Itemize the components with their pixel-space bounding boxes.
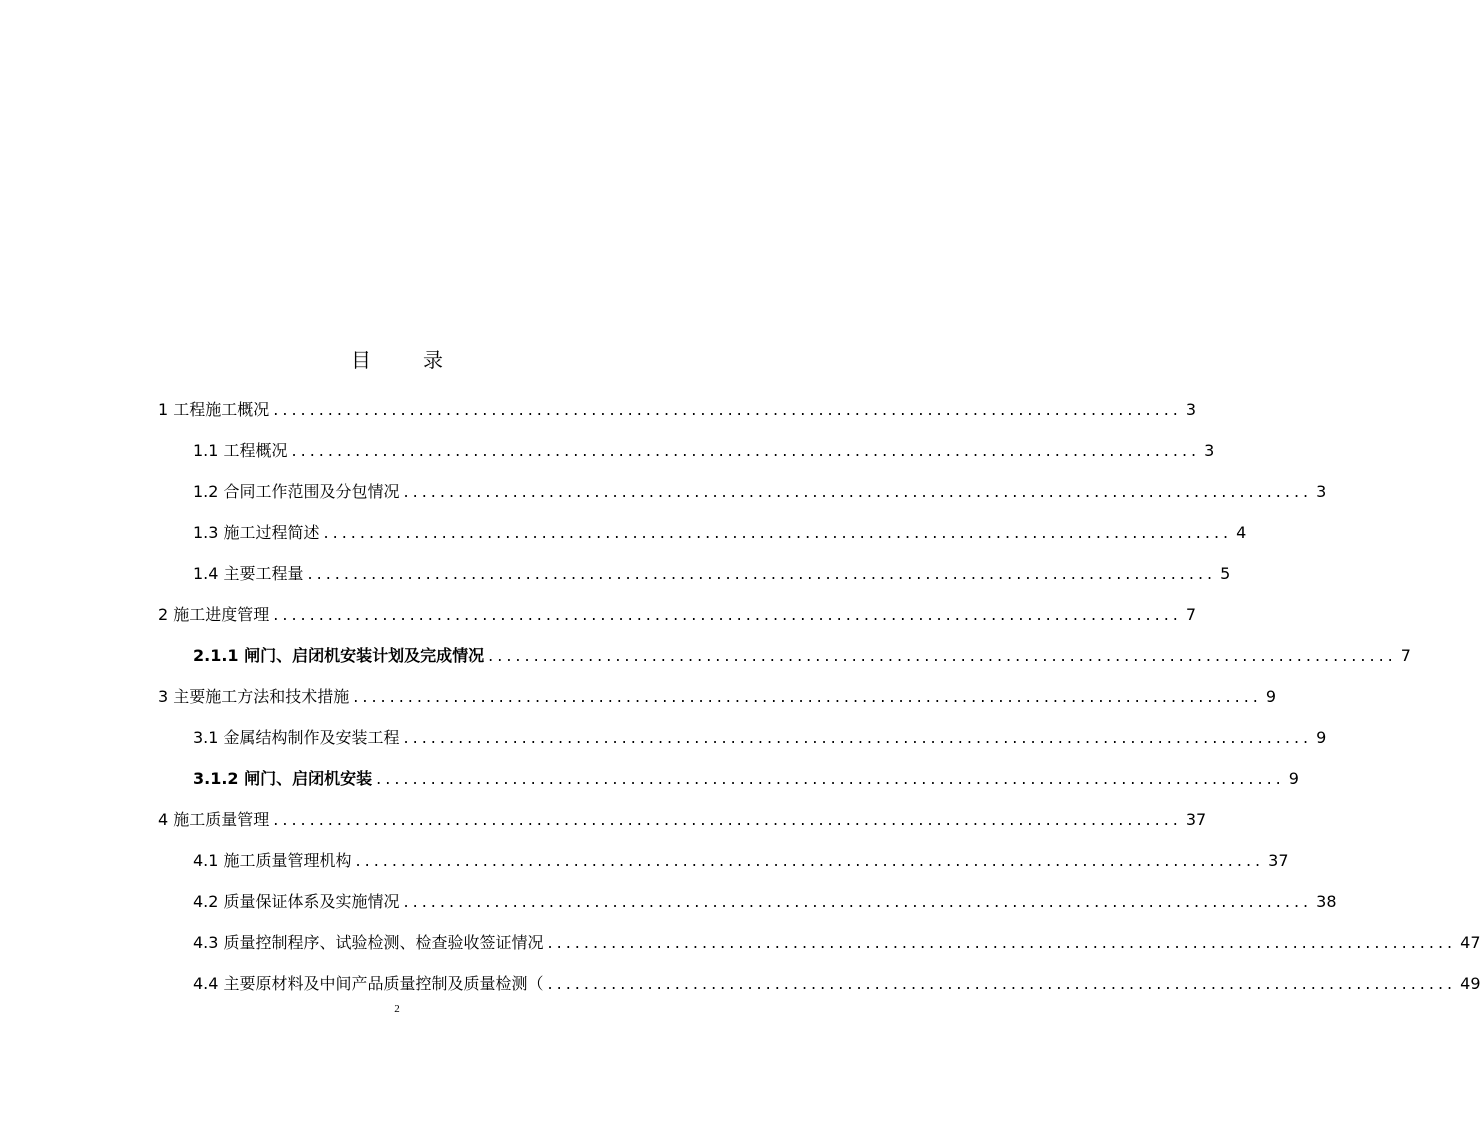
- toc-title-char-2: 录: [423, 348, 443, 372]
- toc-entry-page: 7: [1185, 605, 1197, 624]
- toc-leader-dots: ....................................................................................................: [403, 728, 1313, 747]
- toc-entry-4-1[interactable]: [193, 849, 1289, 873]
- toc-entry-label: 1.4 主要工程量: [193, 564, 304, 583]
- toc-entry-page: 9: [1288, 769, 1299, 788]
- toc-leader-dots: ....................................................................................................: [307, 564, 1217, 583]
- toc-leader-dots: ....................................................................................................: [403, 482, 1313, 501]
- toc-entry-page: 9: [1316, 728, 1327, 747]
- toc-entry-page: 3: [1316, 482, 1327, 501]
- toc-entry-label: 4 施工质量管理: [158, 810, 270, 829]
- toc-entry-3-1-2[interactable]: [193, 767, 1299, 791]
- toc-entry-4-3[interactable]: [193, 931, 1481, 955]
- toc-entry-label: 3 主要施工方法和技术措施: [158, 687, 350, 706]
- toc-entry-1[interactable]: [158, 398, 1197, 422]
- toc-leader-dots: ....................................................................................................: [403, 892, 1313, 911]
- toc-leader-dots: ....................................................................................................: [323, 523, 1233, 542]
- toc-entry-label: 3.1 金属结构制作及安装工程: [193, 728, 400, 747]
- toc-leader-dots: ....................................................................................................: [353, 687, 1262, 706]
- toc-title: [0, 344, 794, 373]
- toc-entry-1-4[interactable]: [193, 562, 1231, 586]
- toc-entry-page: 7: [1400, 646, 1411, 665]
- toc-entry-label: 2 施工进度管理: [158, 605, 270, 624]
- toc-leader-dots: ....................................................................................................: [291, 441, 1201, 460]
- toc-entry-page: 37: [1185, 810, 1207, 829]
- toc-entry-label: 1 工程施工概况: [158, 400, 270, 419]
- toc-entry-label: 4.2 质量保证体系及实施情况: [193, 892, 400, 911]
- toc-leader-dots: ....................................................................................................: [488, 646, 1397, 665]
- toc-leader-dots: ....................................................................................................: [376, 769, 1285, 788]
- toc-entry-4[interactable]: [158, 808, 1207, 832]
- toc-leader-dots: ....................................................................................................: [273, 400, 1182, 419]
- toc-entry-3[interactable]: [158, 685, 1277, 709]
- toc-entry-label: 1.1 工程概况: [193, 441, 288, 460]
- toc-leader-dots: ....................................................................................................: [547, 933, 1457, 952]
- toc-entry-label: 3.1.2 闸门、启闭机安装: [193, 769, 373, 788]
- toc-entry-2[interactable]: [158, 603, 1197, 627]
- toc-entry-label: 2.1.1 闸门、启闭机安装计划及完成情况: [193, 646, 485, 665]
- toc-entry-4-4[interactable]: [193, 972, 1481, 996]
- toc-leader-dots: ....................................................................................................: [273, 810, 1182, 829]
- toc-entry-4-2[interactable]: [193, 890, 1337, 914]
- toc-entry-page: 3: [1185, 400, 1197, 419]
- toc-entry-1-3[interactable]: [193, 521, 1247, 545]
- toc-entry-3-1[interactable]: [193, 726, 1327, 750]
- toc-entry-label: 4.1 施工质量管理机构: [193, 851, 352, 870]
- toc-entry-page: 47: [1460, 933, 1481, 952]
- toc-entry-page: 38: [1316, 892, 1337, 911]
- toc-entry-2-1-1[interactable]: [193, 644, 1411, 668]
- toc-leader-dots: ....................................................................................................: [273, 605, 1182, 624]
- toc-entry-label: 1.3 施工过程简述: [193, 523, 320, 542]
- toc-entry-page: 3: [1204, 441, 1215, 460]
- page-number: 2: [394, 1003, 400, 1015]
- toc-entry-page: 9: [1265, 687, 1277, 706]
- toc-entry-1-1[interactable]: [193, 439, 1215, 463]
- toc-leader-dots: ....................................................................................................: [355, 851, 1265, 870]
- toc-entry-1-2[interactable]: [193, 480, 1327, 504]
- toc-entry-page: 49: [1460, 974, 1481, 993]
- toc-entry-page: 37: [1268, 851, 1289, 870]
- toc-title-char-1: 目: [351, 348, 371, 372]
- toc-entry-page: 5: [1220, 564, 1231, 583]
- toc-entry-page: 4: [1236, 523, 1247, 542]
- toc-entry-label: 4.3 质量控制程序、试验检测、检查验收签证情况: [193, 933, 544, 952]
- toc-leader-dots: ....................................................................................................: [547, 974, 1457, 993]
- toc-entry-label: 1.2 合同工作范围及分包情况: [193, 482, 400, 501]
- toc-entry-label: 4.4 主要原材料及中间产品质量控制及质量检测（: [193, 974, 544, 993]
